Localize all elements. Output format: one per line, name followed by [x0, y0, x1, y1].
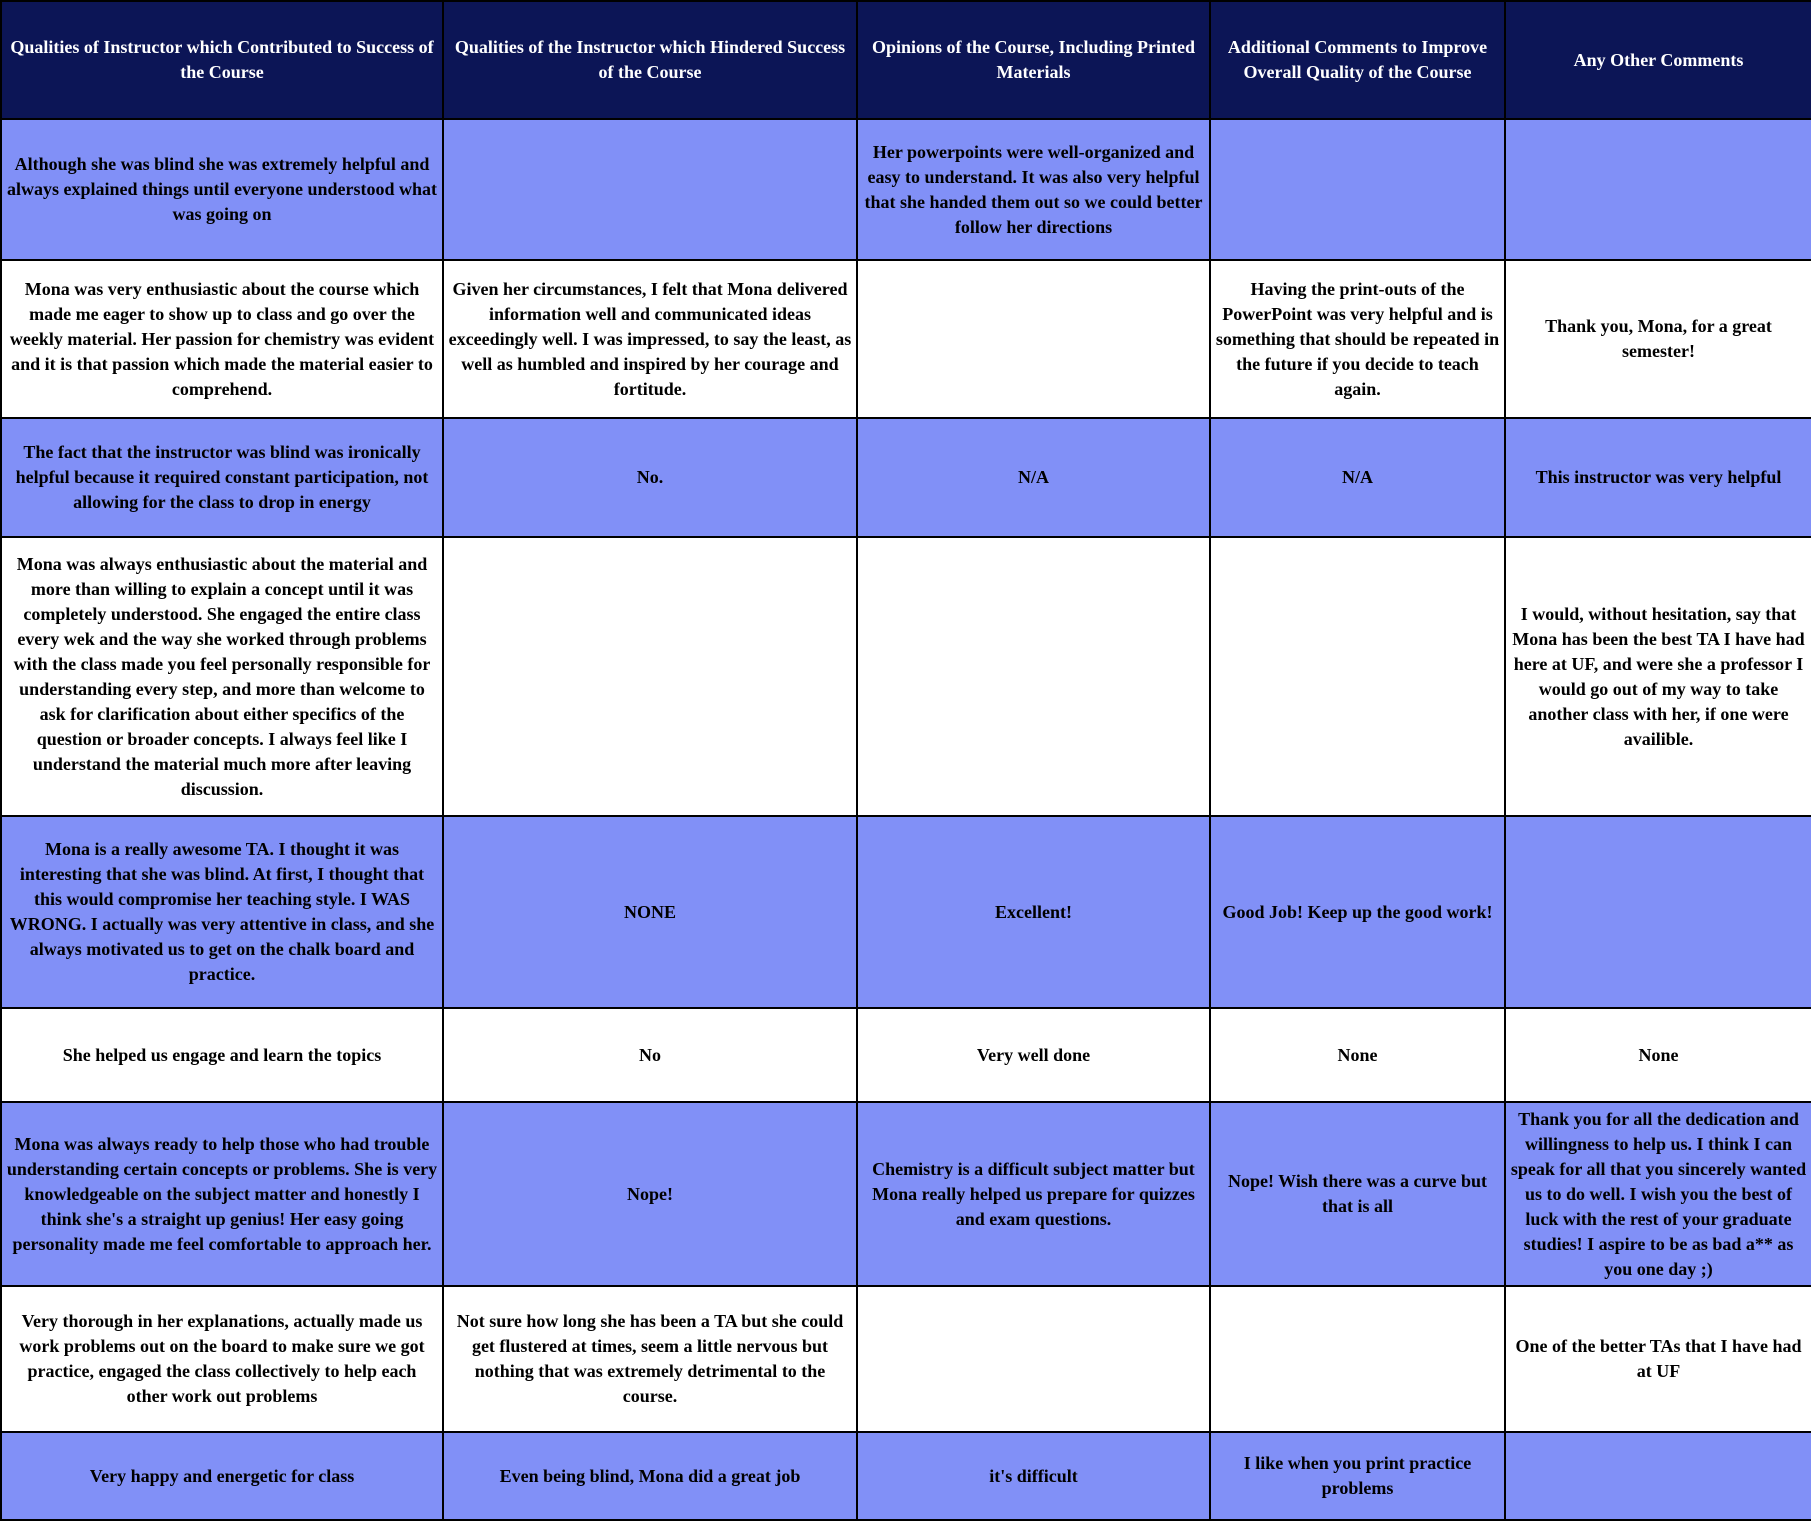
- table-cell: Nope! Wish there was a curve but that is all: [1210, 1102, 1505, 1286]
- table-cell: Thank you, Mona, for a great semester!: [1505, 260, 1811, 418]
- table-cell: The fact that the instructor was blind was ironically helpful because it required constant participation, not allowing for the class to drop in energy: [1, 418, 443, 537]
- table-cell: [1210, 1286, 1505, 1432]
- table-cell: Mona was always enthusiastic about the material and more than willing to explain a concept until it was completely understood. She engaged the entire class every wek and the way she worked through problems with the class made you feel personally responsible for understanding every step, and more than welcome to ask for clarification about either specifics of the question or broader concepts. I always feel like I understand the material much more after leaving discussion.: [1, 537, 443, 816]
- table-cell: Given her circumstances, I felt that Mona delivered information well and communicated ideas exceedingly well. I was impressed, to say the least, as well as humbled and inspired by her courage and fortitude.: [443, 260, 857, 418]
- table-row: [1, 537, 1811, 816]
- table-row: [1, 1432, 1811, 1520]
- table-cell: Very happy and energetic for class: [1, 1432, 443, 1520]
- table-cell: Not sure how long she has been a TA but she could get flustered at times, seem a little nervous but nothing that was extremely detrimental to the course.: [443, 1286, 857, 1432]
- column-header-other-comments: Any Other Comments: [1505, 1, 1811, 119]
- column-header-opinions: Opinions of the Course, Including Printed Materials: [857, 1, 1210, 119]
- table-cell: She helped us engage and learn the topics: [1, 1008, 443, 1102]
- table-cell: I would, without hesitation, say that Mona has been the best TA I have had here at UF, and were she a professor I would go out of my way to take another class with her, if one were availible.: [1505, 537, 1811, 816]
- table-cell: NONE: [443, 816, 857, 1008]
- table-cell: None: [1210, 1008, 1505, 1102]
- table-cell: [1210, 119, 1505, 260]
- column-header-hindered: Qualities of the Instructor which Hindered Success of the Course: [443, 1, 857, 119]
- table-cell: N/A: [857, 418, 1210, 537]
- table-row: [1, 1286, 1811, 1432]
- column-header-contributed: Qualities of Instructor which Contributed to Success of the Course: [1, 1, 443, 119]
- table-cell: Chemistry is a difficult subject matter but Mona really helped us prepare for quizzes and exam questions.: [857, 1102, 1210, 1286]
- table-cell: I like when you print practice problems: [1210, 1432, 1505, 1520]
- table-cell: Her powerpoints were well-organized and easy to understand. It was also very helpful that she handed them out so we could better follow her directions: [857, 119, 1210, 260]
- table-cell: Good Job! Keep up the good work!: [1210, 816, 1505, 1008]
- table-cell: [443, 119, 857, 260]
- table-cell: Mona was always ready to help those who had trouble understanding certain concepts or problems. She is very knowledgeable on the subject matter and honestly I think she's a straight up genius! Her easy going personality made me feel comfortable to approach her.: [1, 1102, 443, 1286]
- table-cell: Nope!: [443, 1102, 857, 1286]
- table-cell: Excellent!: [857, 816, 1210, 1008]
- table-row: [1, 1008, 1811, 1102]
- table-cell: [857, 537, 1210, 816]
- table-cell: Mona is a really awesome TA. I thought it was interesting that she was blind. At first, I thought that this would compromise her teaching style. I WAS WRONG. I actually was very attentive in class, and she always motivated us to get on the chalk board and practice.: [1, 816, 443, 1008]
- table-cell: Mona was very enthusiastic about the course which made me eager to show up to class and go over the weekly material. Her passion for chemistry was evident and it is that passion which made the material easier to comprehend.: [1, 260, 443, 418]
- table-cell: Very thorough in her explanations, actually made us work problems out on the board to make sure we got practice, engaged the class collectively to help each other work out problems: [1, 1286, 443, 1432]
- table-cell: Very well done: [857, 1008, 1210, 1102]
- table-cell: One of the better TAs that I have had at UF: [1505, 1286, 1811, 1432]
- table-cell: Even being blind, Mona did a great job: [443, 1432, 857, 1520]
- table-cell: This instructor was very helpful: [1505, 418, 1811, 537]
- header-row: [1, 1, 1811, 119]
- table-row: [1, 1102, 1811, 1286]
- table-cell: it's difficult: [857, 1432, 1210, 1520]
- table-cell: No: [443, 1008, 857, 1102]
- table-row: [1, 418, 1811, 537]
- table-cell: Although she was blind she was extremely helpful and always explained things until everyone understood what was going on: [1, 119, 443, 260]
- table-cell: N/A: [1210, 418, 1505, 537]
- table-cell: Having the print-outs of the PowerPoint was very helpful and is something that should be repeated in the future if you decide to teach again.: [1210, 260, 1505, 418]
- table-cell: [857, 260, 1210, 418]
- table-row: [1, 119, 1811, 260]
- table-cell: None: [1505, 1008, 1811, 1102]
- table-row: [1, 816, 1811, 1008]
- column-header-improvements: Additional Comments to Improve Overall Quality of the Course: [1210, 1, 1505, 119]
- table-cell: [443, 537, 857, 816]
- table-cell: [1505, 119, 1811, 260]
- table-cell: [1505, 816, 1811, 1008]
- table-cell: [857, 1286, 1210, 1432]
- table-row: [1, 260, 1811, 418]
- table-cell: [1505, 1432, 1811, 1520]
- table-cell: Thank you for all the dedication and willingness to help us. I think I can speak for all that you sincerely wanted us to do well. I wish you the best of luck with the rest of your graduate studies! I aspire to be as bad a** as you one day ;): [1505, 1102, 1811, 1286]
- table-cell: No.: [443, 418, 857, 537]
- table-cell: [1210, 537, 1505, 816]
